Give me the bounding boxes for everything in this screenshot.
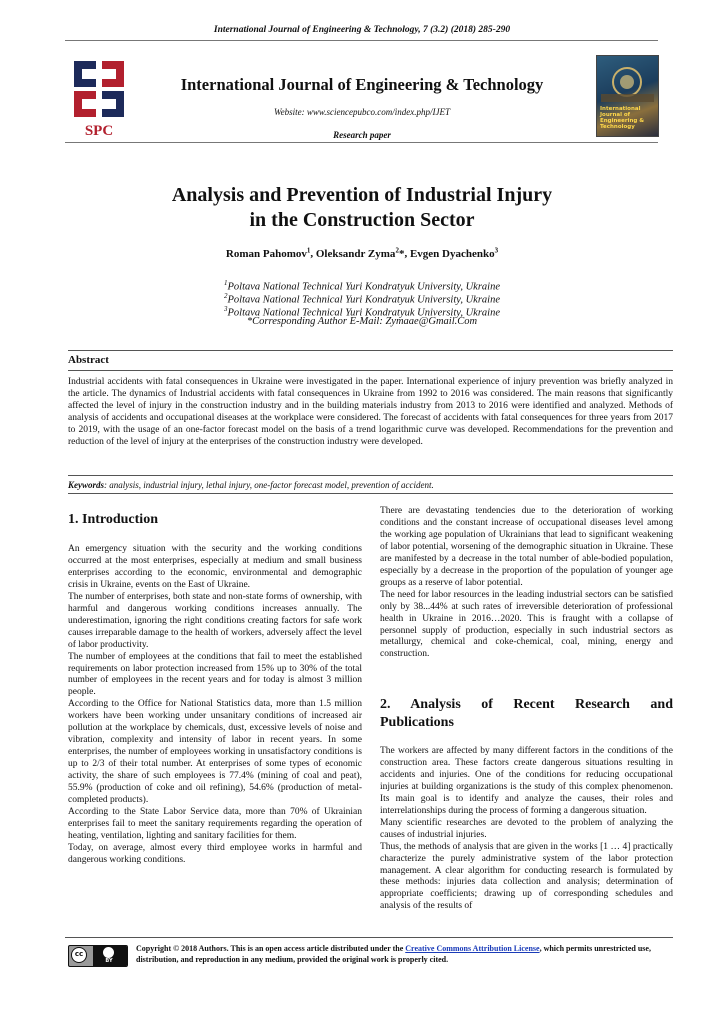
paragraph: Today, on average, almost every third employee works in harmful and dangerous working conditions. bbox=[68, 842, 362, 865]
paragraph: According to the Office for National Statistics data, more than 1.5 million workers have been working under unsanitary conditions of increased air pollution at the workplace by chemicals, dust, excessive levels of noise and vibration, complexity and intensity of labor in recent years. In some enterprises, the number of employees working in unsatisfactory conditions is up to 2/3 of their total number. At enterprises of some types of economic activity, the share of such employees is 77.4% (mining of coal and peat), 55.9% (production of coke and oil refining), 54.6% (production of metal-completed products). bbox=[68, 699, 362, 806]
header-bottom-rule bbox=[65, 142, 658, 143]
paper-title bbox=[0, 183, 724, 233]
journal-title: International Journal of Engineering & Technology bbox=[180, 75, 544, 94]
spc-logo-text: SPC bbox=[84, 123, 114, 139]
paragraph: Thus, the methods of analysis that are given in the works [1 … 4] practically characterize the purely administrative system of the labor protection management. A clear algorithm for conducting research is formulated by these methods: injuries data collection and analysis; determination of appropriate coefficients; drawing up of corresponding schedules and analysis of the results of bbox=[380, 841, 673, 912]
footer-rule bbox=[65, 937, 673, 938]
paragraph: According to the State Labor Service data, more than 70% of Ukrainian enterprises fail to meet the sanitary requirements regarding the operation of heating, ventilation, lighting and sanitary facilities for them. bbox=[68, 806, 362, 841]
abstract-top-rule bbox=[68, 350, 673, 351]
paragraph: Many scientific researches are devoted to the problem of analyzing the causes of industrial injuries. bbox=[380, 817, 673, 840]
journal-citation: International Journal of Engineering & Technology, 7 (3.2) (2018) 285-290 bbox=[213, 25, 511, 35]
paragraph: The number of enterprises, both state and non-state forms of ownership, with harmful and dangerous working conditions increases annually. The underestimation, ignoring the right conditions creating factors for safe work causes irreparable damage to the health of workers, adversely affect the level of labor productivity. bbox=[68, 591, 362, 650]
keywords-text: : analysis, industrial injury, lethal injury, one-factor forecast model, prevention of accident. bbox=[104, 480, 434, 490]
cover-title: International Journal of Engineering & Technology bbox=[600, 106, 645, 130]
paper-title-line-1: Analysis and Prevention of Industrial Injury bbox=[171, 184, 553, 206]
author-1: Roman Pahomov$^1$ bbox=[225, 246, 311, 260]
paper-title-line-2: in the Construction Sector bbox=[249, 209, 475, 231]
section-2-heading-line-1: 2. Analysis of Recent Research and bbox=[380, 697, 673, 712]
paragraph: The workers are affected by many different factors in the conditions of the construction area. These factors create dangerous situations resulting in accidents and injuries. One of the conditions for reducing occupational injuries at building organizations is the study of this complex phenomenon. Its main goal is to identify and analyze the causes, their roles and interrelationships during the process of forming a dangerous situation. bbox=[380, 746, 673, 816]
cc-icon: cc bbox=[71, 947, 87, 963]
abstract-body: Industrial accidents with fatal consequences in Ukraine were investigated in the paper. International experience of injury prevention was briefly analyzed in the article. The dynamics of Industrial accidents with fatal consequences in Ukraine from 1992 to 2016 was considered. The main reasons that significantly affected the level of injury in the construction industry and in the building materials industry from 2013 to 2016 were identified and analyzed. Methods of analysis of accidents and occupational diseases at the workplace were considered. The forecast of accidents with fatal consequences for three years from 2017 to 2019, with the usage of an one-factor forecast model on the basis of a trend logarithmic curve was developed. Recommendations for the prevention and reduction of the level of injury at the enterprises of the construction industry were developed. bbox=[68, 377, 673, 447]
paragraph: An emergency situation with the security and the working conditions occurred at the most enterprises, especially at medium and small business enterprises according to the economic, environmental and demographic crisis in Ukraine, events on the East of Ukraine. bbox=[68, 544, 362, 590]
journal-website[interactable]: Website: www.sciencepubco.com/index.php/IJET bbox=[274, 107, 450, 117]
section-2-heading-line-2: Publications bbox=[380, 715, 454, 730]
section-1-left-column bbox=[68, 544, 362, 867]
affiliation-1: $^1$Poltava National Technical Yuri Kondratyuk University, Ukraine bbox=[223, 279, 500, 293]
abstract-heading-rule bbox=[68, 370, 673, 371]
journal-cover-image bbox=[596, 55, 659, 137]
abstract-heading: Abstract bbox=[68, 354, 109, 366]
keywords-rule bbox=[68, 493, 673, 494]
section-2-body bbox=[380, 746, 673, 913]
section-1-heading: 1. Introduction bbox=[68, 512, 158, 527]
license-link[interactable]: Creative Commons Attribution License bbox=[405, 944, 540, 953]
header-top-rule bbox=[65, 40, 658, 41]
paragraph: The need for labor resources in the leading industrial sectors can be satisfied only by 38...44% at such rates of irreversible deterioration of professional health in Ukraine in 2016…2020. This is fraught with a collapse of personnel supply of production, especially in such industrial sectors as metallurgy, chemical and coke-chemical, coal, mining, energy and construction. bbox=[380, 589, 673, 660]
keywords bbox=[68, 480, 673, 490]
affiliation-3: $^3$Poltava National Technical Yuri Kondratyuk University, Ukraine bbox=[223, 305, 500, 319]
cover-artwork bbox=[597, 56, 658, 106]
author-2: Oleksandr Zyma$^2$* bbox=[315, 246, 405, 260]
abstract-bottom-rule bbox=[68, 475, 673, 476]
paragraph: The number of employees at the conditions that fail to meet the established requirements on labor protection increased from 15% up to 30% of the total number of employees in the recent years and for today is almost 3 million people. bbox=[68, 651, 362, 698]
cc-by-label: BY bbox=[105, 958, 113, 964]
author-3: Evgen Dyachenko$^3$ bbox=[409, 246, 499, 260]
section-1-right-column bbox=[380, 506, 673, 661]
person-icon bbox=[103, 947, 114, 958]
paper-type: Research paper bbox=[333, 130, 391, 140]
affiliation-2: $^2$Poltava National Technical Yuri Kondratyuk University, Ukraine bbox=[223, 292, 500, 306]
creative-commons-by-icon[interactable] bbox=[68, 945, 128, 967]
keywords-label: Keywords bbox=[68, 480, 104, 490]
author-list: Roman Pahomov$^1$, Oleksandr Zyma$^2$*, Evgen Dyachenko$^3$ bbox=[225, 246, 499, 260]
spc-logo bbox=[66, 57, 132, 139]
copyright-notice: Copyright © 2018 Authors. This is an open access article distributed under the Creative Commons Attribution License, which permits unrestricted use, distribution, and reproduction in any medium, provided the original work is properly cited. bbox=[136, 944, 651, 964]
paragraph: There are devastating tendencies due to the deterioration of working conditions and the constant increase of occupational diseases level among the working age population of Ukrainians that lead to significant weakening of labor potential, worsening of the demographic situation in Ukraine. These are manifested by a decrease in the total number of able-bodied population, especially by a decrease in the proportion of the population of younger age groups as a reserve of labor potential. bbox=[380, 506, 673, 588]
corresponding-author: *Corresponding Author E-Mail: Zymaae@Gmail.Com bbox=[246, 316, 478, 327]
